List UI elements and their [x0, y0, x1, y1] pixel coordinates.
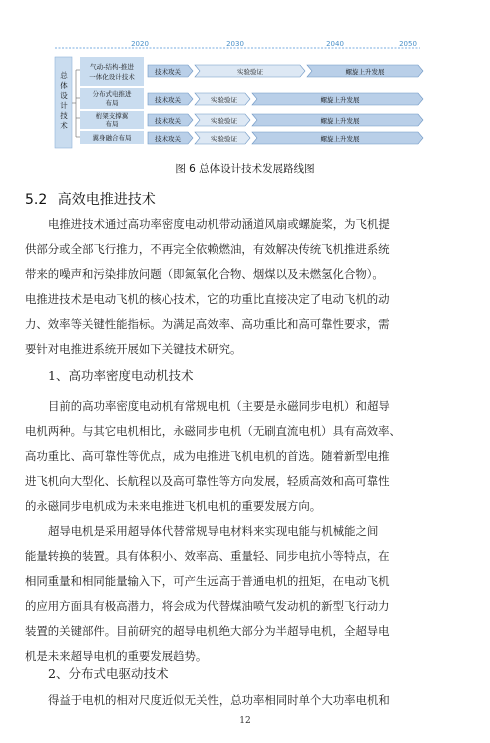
paragraph-line: 电机两种。与其它电机相比，永磁同步电机（无刷直流电机）具有高效率、 — [25, 424, 401, 438]
row-label-line: 布局 — [105, 120, 119, 128]
category-char: 体 — [60, 81, 68, 90]
paragraph-line: 供部分或全部飞行推力，不再完全依赖燃油，有效解决传统飞机推进系统 — [25, 242, 390, 256]
phase-label: 技术攻关 — [155, 68, 181, 76]
phase-label: 螺旋上升发展 — [345, 68, 385, 76]
phase-label: 螺旋上升发展 — [320, 96, 360, 104]
paragraph-line: 高功重比、高可靠性等优点，成为电推进飞机电机的首选。随着新型电推 — [25, 449, 390, 463]
year-label: 2020 — [131, 40, 149, 48]
figure-caption: 图 6 总体设计技术发展路线图 — [175, 163, 315, 175]
row-label-line: 桁架支撑翼 — [95, 112, 129, 120]
paragraph-line: 力、效率等关键性能指标。为满足高效率、高功重比和高可靠性要求，需 — [25, 317, 390, 331]
paragraph-line: 要针对电推进系统开展如下关键技术研究。 — [25, 342, 242, 356]
section-number: 5.2 — [25, 192, 48, 208]
roadmap-figure — [0, 0, 490, 160]
paragraph-line: 电推进技术通过高功率密度电动机带动涵道风扇或螺旋桨，为飞机提 — [48, 217, 390, 231]
year-axis — [55, 40, 420, 48]
paragraph-line: 的应用方面具有极高潜力，将会成为代替煤油喷气发动机的新型飞行动力 — [25, 599, 390, 613]
category-char: 设 — [60, 91, 68, 100]
row-label-line: 翼身融合布局 — [92, 134, 132, 142]
year-label: 2040 — [326, 40, 344, 48]
category-char: 总 — [60, 71, 68, 80]
phase-label: 实验验证 — [211, 135, 237, 143]
roadmap-row — [148, 65, 423, 77]
paragraph-line: 得益于电机的相对尺度近似无关性，总功率相同时单个大功率电机和 — [48, 693, 390, 707]
paragraph-line: 装置的关键部件。目前研究的超导电机绝大部分为半超导电机，全超导电 — [25, 624, 390, 638]
phase-label: 螺旋上升发展 — [320, 135, 360, 143]
paragraph-line: 超导电机是采用超导体代替常规导电材料来实现电能与机械能之间 — [48, 524, 379, 538]
paragraph-line: 进飞机向大型化、长航程以及高可靠性等方向发展，轻质高效和高可靠性 — [25, 474, 390, 488]
paragraph-line: 带来的噪声和污染排放问题（即氮氧化合物、烟煤以及未燃氢化合物）。 — [25, 267, 384, 281]
phase-label: 实验验证 — [237, 68, 263, 76]
phase-label: 技术攻关 — [155, 117, 181, 125]
row-labels — [80, 57, 144, 144]
paragraph-line: 相同重量和相同能量输入下，可产生远高于普通电机的扭矩，在电动飞机 — [25, 574, 390, 588]
paragraph-line: 机是未来超导电机的重要发展趋势。 — [25, 649, 208, 663]
row-label-line: 布局 — [105, 99, 119, 107]
section-heading — [25, 189, 156, 209]
row-label-line: 分布式电推进 — [92, 90, 132, 98]
paragraph-line: 能量转换的装置。具有体积小、效率高、重量轻、同步电抗小等特点，在 — [25, 549, 390, 563]
roadmap-row — [148, 114, 423, 126]
page-number: 12 — [239, 716, 251, 726]
phase-label: 实验验证 — [211, 117, 237, 125]
category-char: 计 — [60, 101, 68, 110]
phase-label: 技术攻关 — [155, 135, 181, 143]
section-title: 高效电推进技术 — [57, 192, 156, 208]
category-char: 技 — [60, 111, 68, 120]
category-char: 术 — [60, 121, 68, 130]
row-label-line: 气动-结构-推进 — [90, 63, 134, 71]
paragraph-line: 目前的高功率密度电动机有常规电机（主要是永磁同步电机）和超导 — [48, 399, 390, 413]
paragraph-line: 电推进技术是电动飞机的核心技术，它的功重比直接决定了电动飞机的动 — [25, 292, 390, 306]
phase-label: 技术攻关 — [155, 96, 181, 104]
paragraph-line: 的永磁同步电机成为未来电推进飞机电机的重要发展方向。 — [25, 499, 322, 513]
phase-label: 实验验证 — [211, 96, 237, 104]
category-block — [55, 57, 80, 148]
roadmap-row — [148, 132, 423, 144]
subsection-heading: 1、高功率密度电动机技术 — [48, 368, 194, 383]
year-label: 2050 — [399, 40, 417, 48]
row-label-line: 一体化设计技术 — [89, 73, 135, 81]
year-label: 2030 — [226, 40, 244, 48]
phase-label: 螺旋上升发展 — [320, 117, 360, 125]
subsection-heading: 2、分布式电驱动技术 — [48, 666, 169, 681]
roadmap-row — [148, 93, 423, 105]
